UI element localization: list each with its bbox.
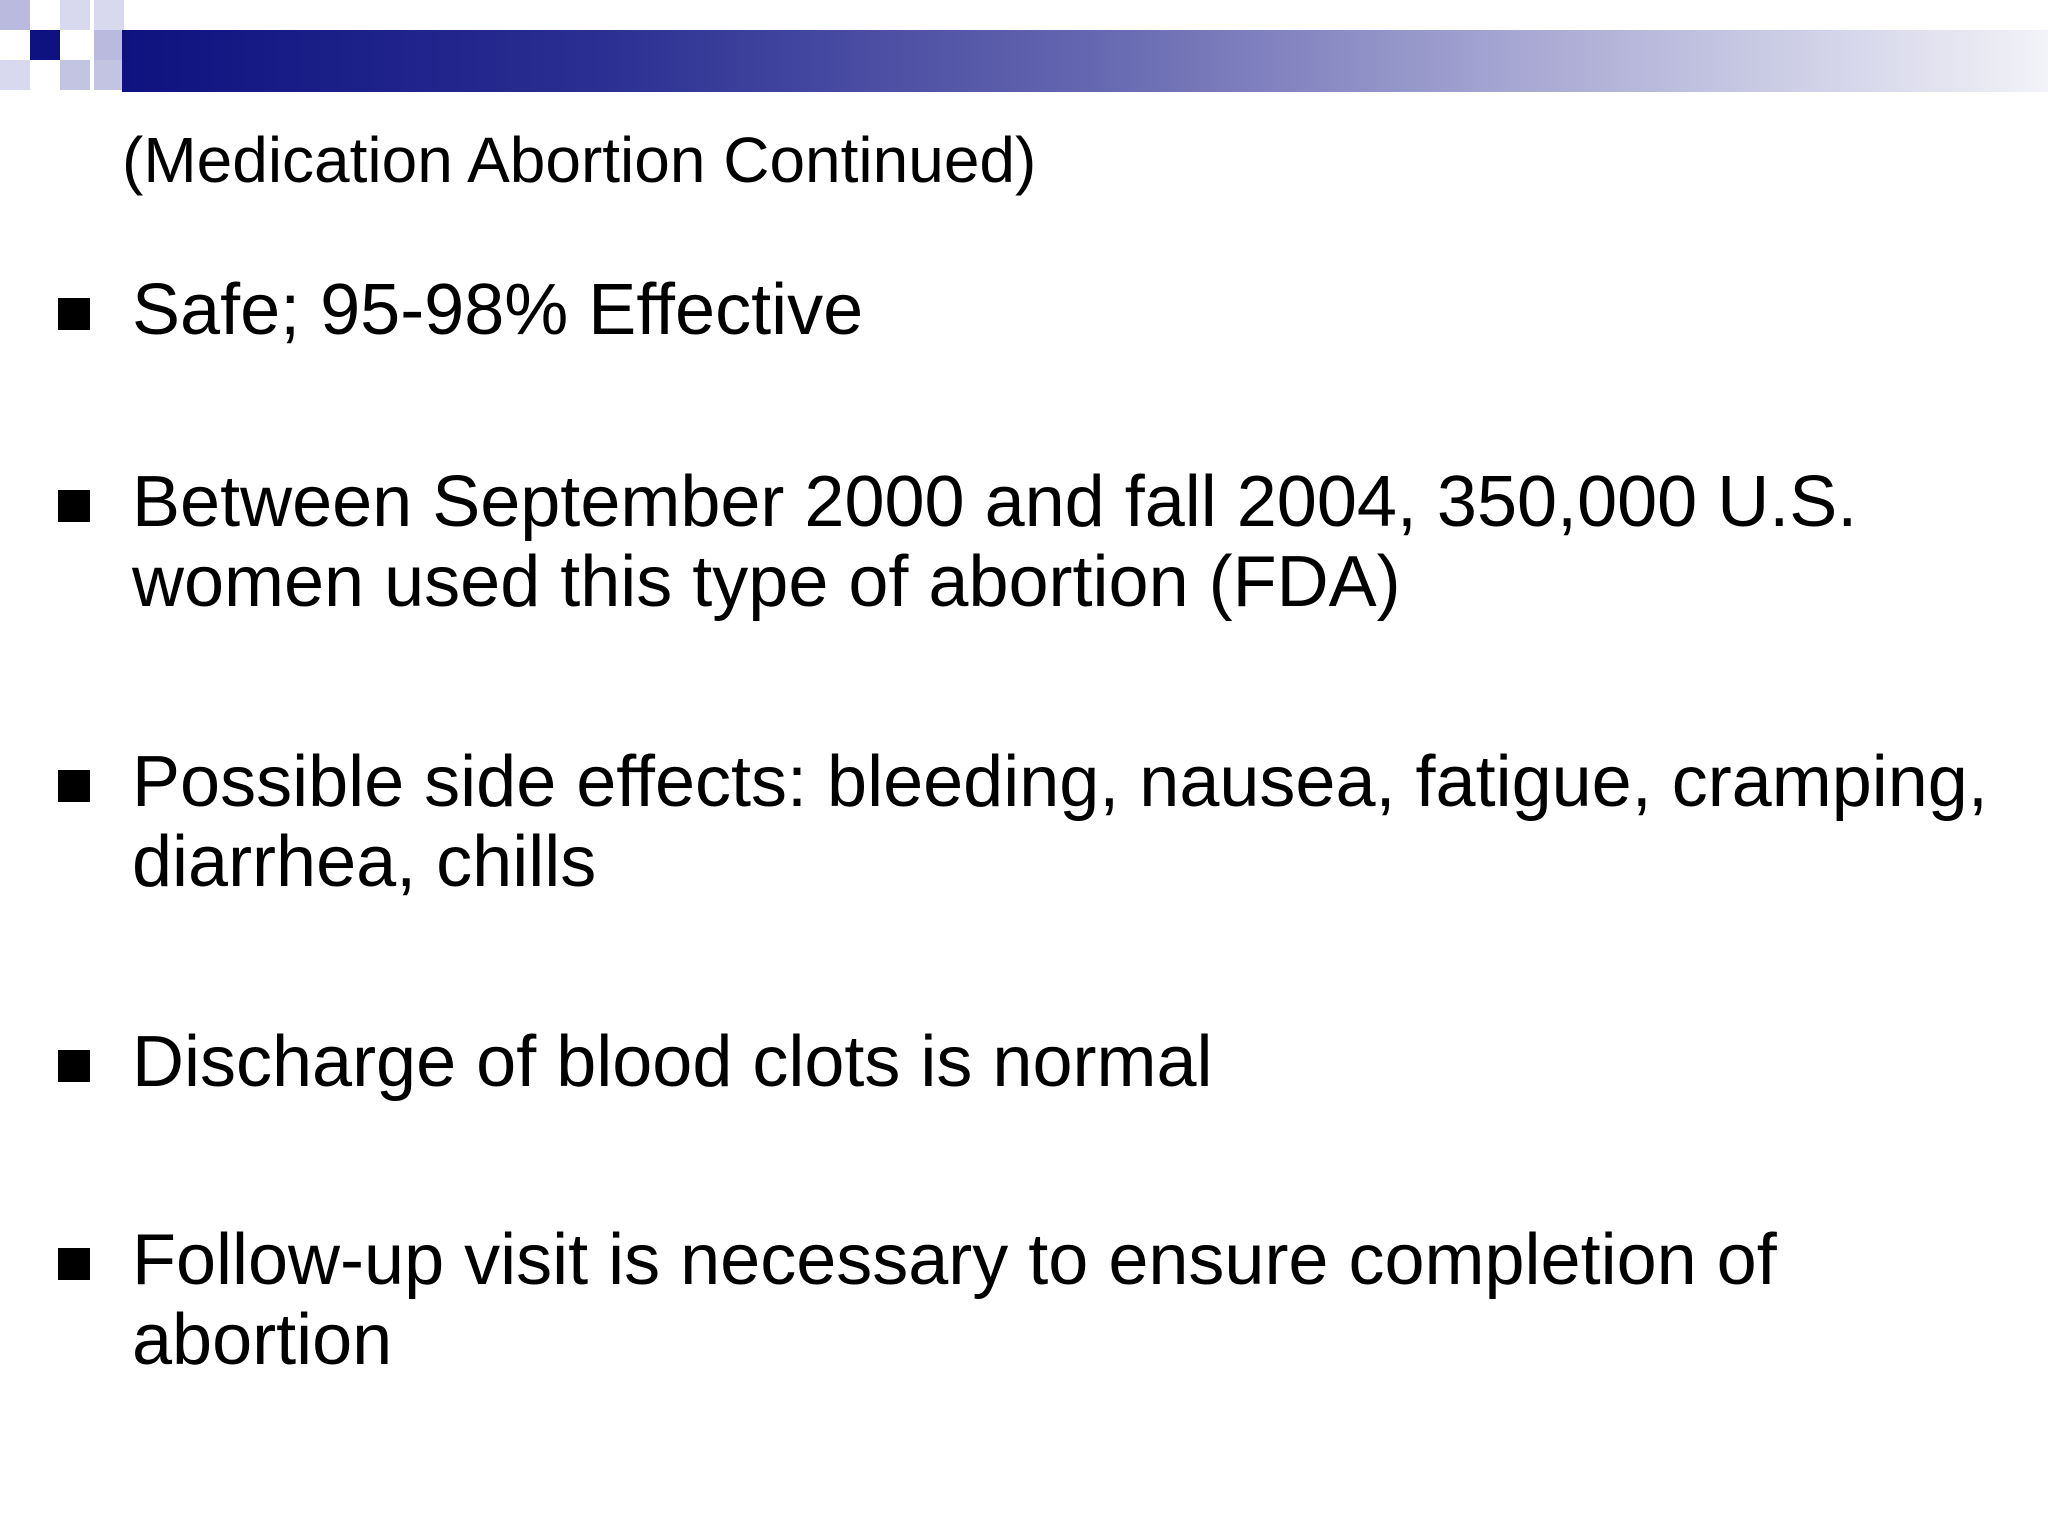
bullet-text: Follow-up visit is necessary to ensure completion of abortion [132,1220,1777,1380]
bullet-text: Safe; 95-98% Effective [132,270,864,350]
header-decoration-square [94,30,124,60]
bullet-text: Between September 2000 and fall 2004, 350,000 U.S. women used this type of abortion (FDA) [132,462,1858,622]
header-decoration-square [60,60,90,90]
header-decoration-square [60,0,90,30]
square-bullet-icon [58,490,90,522]
square-bullet-icon [58,1248,90,1280]
header-gradient-bar [122,30,2048,92]
square-bullet-icon [58,770,90,802]
bullet-item [58,462,2018,622]
bullet-item [58,270,2018,350]
header-decoration-square [0,0,30,30]
bullet-item [58,1022,2018,1102]
bullet-item [58,742,2018,902]
square-bullet-icon [58,298,90,330]
header-decoration-square [94,0,124,30]
slide-title: (Medication Abortion Continued) [122,124,1037,196]
bullet-list [58,270,2018,1380]
header-decoration-square [0,60,30,90]
bullet-item [58,1220,2018,1380]
bullet-text: Discharge of blood clots is normal [132,1022,1213,1102]
square-bullet-icon [58,1050,90,1082]
bullet-text: Possible side effects: bleeding, nausea, fatigue, cramping, diarrhea, chills [132,742,1988,902]
header-decoration-square [94,60,122,90]
header-decoration-square [30,30,60,60]
